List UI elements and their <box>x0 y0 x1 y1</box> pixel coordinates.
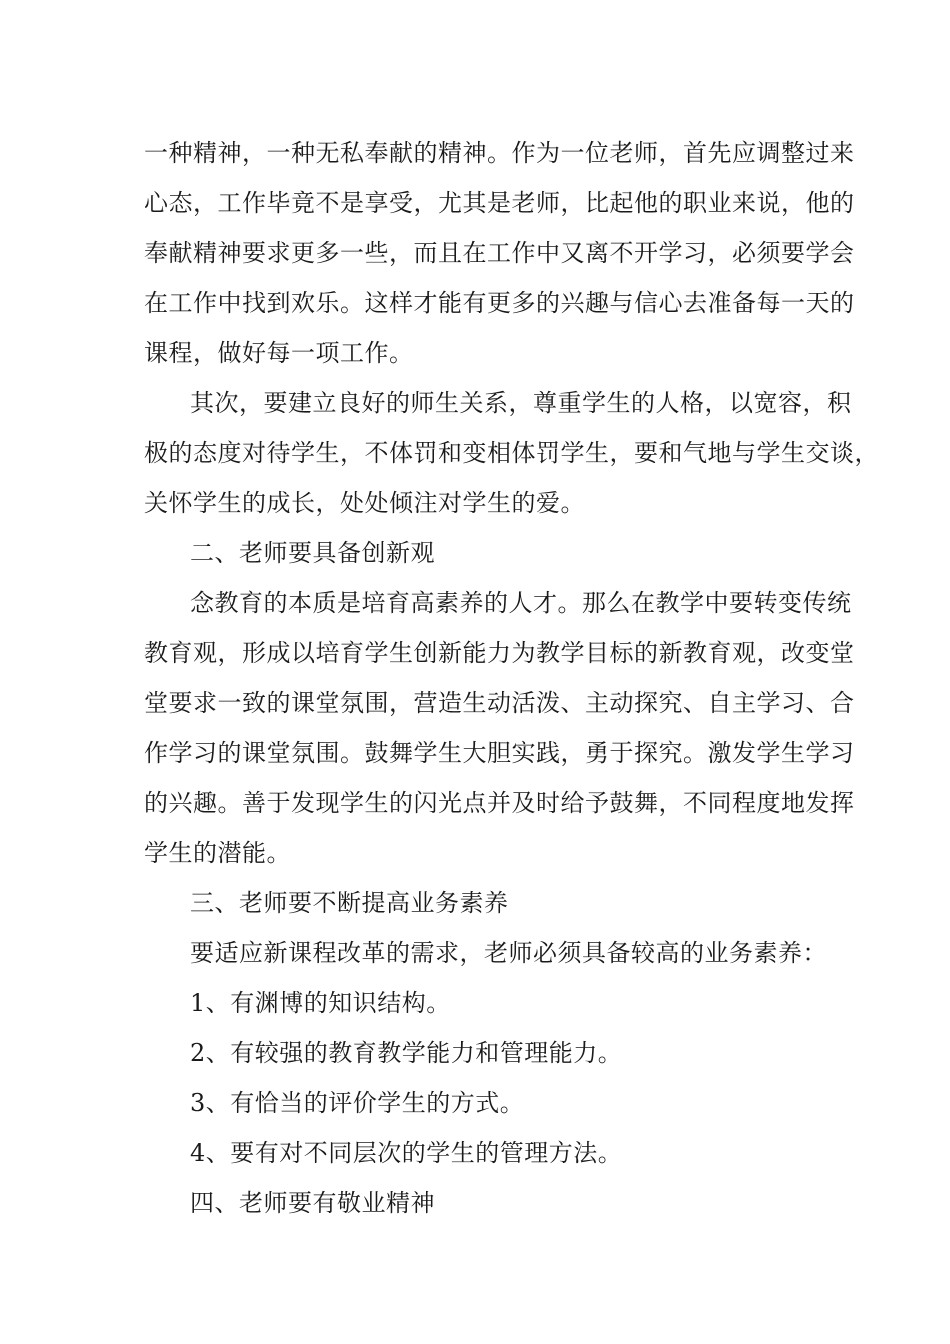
section-heading: 四、老师要有敬业精神 <box>190 1189 435 1217</box>
paragraph-line: 一种精神，一种无私奉献的精神。作为一位老师，首先应调整过来 <box>144 139 855 167</box>
paragraph-line: 心态，工作毕竟不是享受，尤其是老师，比起他的职业来说，他的 <box>144 189 855 217</box>
paragraph-line: 作学习的课堂氛围。鼓舞学生大胆实践，勇于探究。激发学生学习 <box>144 739 855 767</box>
section-heading: 三、老师要不断提高业务素养 <box>190 889 509 917</box>
paragraph-line: 学生的潜能。 <box>144 839 291 867</box>
paragraph-line: 要适应新课程改革的需求，老师必须具备较高的业务素养： <box>190 939 827 967</box>
list-item: 3、有恰当的评价学生的方式。 <box>190 1089 525 1117</box>
list-item: 4、要有对不同层次的学生的管理方法。 <box>190 1139 623 1167</box>
paragraph-line: 念教育的本质是培育高素养的人才。那么在教学中要转变传统 <box>190 589 852 617</box>
paragraph-line: 奉献精神要求更多一些，而且在工作中又离不开学习，必须要学会 <box>144 239 855 267</box>
paragraph-line: 堂要求一致的课堂氛围，营造生动活泼、主动探究、自主学习、合 <box>144 689 855 717</box>
paragraph-line: 关怀学生的成长，处处倾注对学生的爱。 <box>144 489 585 517</box>
list-item: 1、有渊博的知识结构。 <box>190 989 451 1017</box>
list-item: 2、有较强的教育教学能力和管理能力。 <box>190 1039 623 1067</box>
paragraph-line: 在工作中找到欢乐。这样才能有更多的兴趣与信心去准备每一天的 <box>144 289 855 317</box>
paragraph-line: 其次，要建立良好的师生关系，尊重学生的人格，以宽容，积 <box>190 389 852 417</box>
section-heading: 二、老师要具备创新观 <box>190 539 435 567</box>
paragraph-line: 教育观，形成以培育学生创新能力为教学目标的新教育观，改变堂 <box>144 639 855 667</box>
paragraph-line: 极的态度对待学生，不体罚和变相体罚学生，要和气地与学生交谈， <box>144 439 879 467</box>
paragraph-line: 课程，做好每一项工作。 <box>144 339 414 367</box>
paragraph-line: 的兴趣。善于发现学生的闪光点并及时给予鼓舞，不同程度地发挥 <box>144 789 855 817</box>
